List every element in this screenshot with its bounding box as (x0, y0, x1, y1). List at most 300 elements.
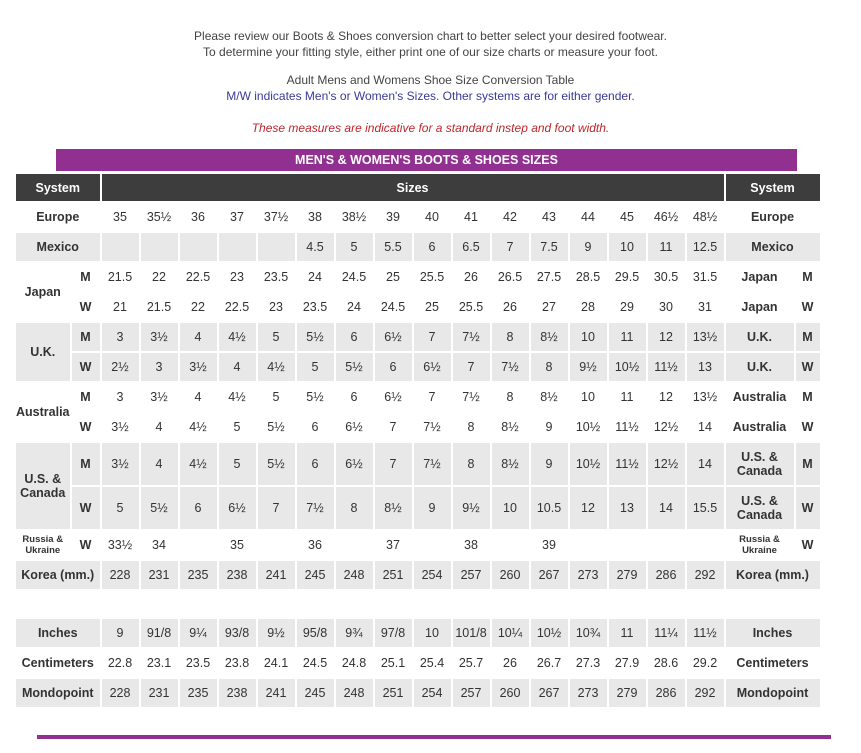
size-cell: 7½ (453, 323, 490, 351)
size-cell: 5 (219, 443, 256, 485)
gender-tag-right: W (801, 300, 814, 314)
size-cell: 11½ (687, 619, 724, 647)
size-cell: 9 (545, 420, 553, 434)
centimeters-row-label: Centimeters (21, 656, 94, 670)
size-cell (258, 233, 295, 261)
uk-row-label-right: U.K. (726, 353, 794, 381)
size-cell: 24.5 (341, 270, 367, 284)
inches-row-label: Inches (16, 619, 100, 647)
size-cell: 7 (375, 443, 412, 485)
size-cell: 23 (230, 270, 244, 284)
gender-tag: M (72, 443, 100, 485)
spacer-row (16, 591, 820, 617)
size-cell: 6 (180, 487, 217, 529)
size-cell: 7 (492, 233, 529, 261)
size-cell: 260 (492, 679, 529, 707)
table-description (0, 72, 861, 104)
gender-tag-right: M (802, 270, 813, 284)
size-cell: 4 (219, 353, 256, 381)
size-cell: 8 (467, 420, 475, 434)
size-cell (336, 531, 373, 559)
size-cell: 2½ (102, 353, 139, 381)
size-cell: 35½ (146, 210, 172, 224)
gender-tag-right: W (796, 353, 820, 381)
size-cell: 37½ (263, 210, 289, 224)
size-cell: 8½ (540, 390, 558, 404)
gender-tag: M (80, 390, 91, 404)
size-cell: 11¼ (648, 619, 685, 647)
size-cell: 9 (531, 443, 568, 485)
size-cell: 11 (620, 390, 634, 404)
size-cell: 8½ (531, 323, 568, 351)
size-cell: 6½ (345, 420, 363, 434)
inches-row (16, 619, 820, 647)
size-cell: 10½ (609, 353, 646, 381)
size-cell: 9 (102, 619, 139, 647)
gender-tag: M (72, 323, 100, 351)
russia-ukraine-label-right: Russia & Ukraine (739, 534, 780, 556)
size-cell: 10 (414, 619, 451, 647)
uk-row-women (16, 353, 820, 381)
size-cell: 24 (347, 300, 361, 314)
size-cell: 9½ (453, 487, 490, 529)
europe-row (16, 203, 820, 231)
size-cell: 231 (141, 561, 178, 589)
size-cell: 14 (648, 487, 685, 529)
europe-row-label-right: Europe (750, 210, 795, 224)
size-cell: 8 (453, 443, 490, 485)
size-cell: 4½ (189, 420, 207, 434)
mexico-row-label-right: Mexico (726, 233, 820, 261)
size-cell: 5 (233, 420, 241, 434)
size-cell: 4 (194, 390, 202, 404)
size-cell: 12.5 (687, 233, 724, 261)
size-cell: 257 (453, 679, 490, 707)
size-cell: 248 (336, 561, 373, 589)
size-cell: 95/8 (297, 619, 334, 647)
size-cell: 7 (389, 420, 397, 434)
russia-ukraine-label: Russia & Ukraine (22, 534, 64, 556)
size-cell: 93/8 (219, 619, 256, 647)
size-cell: 11 (609, 323, 646, 351)
system-header-left: System (16, 174, 100, 201)
size-cell: 8½ (375, 487, 412, 529)
size-cell: 7½ (423, 420, 441, 434)
size-cell: 13½ (687, 323, 724, 351)
size-cell: 25 (386, 270, 400, 284)
korea-row-label: Korea (mm.) (16, 561, 100, 589)
size-cell: 38½ (341, 210, 367, 224)
size-cell: 8 (506, 390, 514, 404)
japan-row-label-right: Japan (741, 270, 778, 284)
size-cell: 241 (258, 679, 295, 707)
size-cell: 42 (503, 210, 517, 224)
size-cell: 4½ (219, 323, 256, 351)
size-cell: 27 (542, 300, 556, 314)
size-cell: 38 (308, 210, 322, 224)
size-cell: 245 (297, 679, 334, 707)
size-cell: 6.5 (453, 233, 490, 261)
size-cell: 7½ (414, 443, 451, 485)
table-title: Adult Mens and Womens Shoe Size Conversion Table (286, 73, 575, 87)
size-cell: 5 (258, 323, 295, 351)
europe-row-label: Europe (36, 210, 80, 224)
size-cell: 33½ (107, 538, 133, 552)
size-cell: 5 (336, 233, 373, 261)
size-cell: 41 (464, 210, 478, 224)
size-cell: 4½ (228, 390, 246, 404)
size-cell: 3½ (111, 420, 129, 434)
size-cell: 12 (659, 390, 673, 404)
size-cell: 279 (609, 561, 646, 589)
size-cell: 292 (687, 679, 724, 707)
size-cell (687, 531, 724, 559)
size-cell: 29 (620, 300, 634, 314)
size-cell: 6 (375, 353, 412, 381)
size-cell: 238 (219, 679, 256, 707)
size-cell: 39 (386, 210, 400, 224)
size-cell: 45 (620, 210, 634, 224)
gender-tag-right: W (796, 487, 820, 529)
size-cell: 228 (102, 679, 139, 707)
size-cell: 13 (609, 487, 646, 529)
size-cell: 48½ (692, 210, 718, 224)
korea-row (16, 561, 820, 589)
size-cell: 6 (297, 443, 334, 485)
australia-row-label-right: Australia (732, 390, 787, 404)
size-cell: 3 (141, 353, 178, 381)
size-cell: 9½ (570, 353, 607, 381)
size-cell: 10 (609, 233, 646, 261)
size-cell: 6½ (336, 443, 373, 485)
size-cell: 3 (116, 390, 124, 404)
uk-row-label-right: U.K. (726, 323, 794, 351)
size-cell: 30 (659, 300, 673, 314)
size-cell: 12 (648, 323, 685, 351)
size-cell: 29.2 (692, 656, 718, 670)
size-cell: 27.9 (614, 656, 640, 670)
size-cell: 6 (336, 323, 373, 351)
gender-tag-right: W (801, 420, 814, 434)
size-cell: 13½ (692, 390, 718, 404)
size-cell: 25.4 (419, 656, 445, 670)
size-conversion-table (14, 172, 822, 709)
size-cell: 6½ (219, 487, 256, 529)
size-cell: 24 (308, 270, 322, 284)
size-cell: 8½ (492, 443, 529, 485)
size-cell: 34 (152, 538, 166, 552)
size-cell: 24.5 (380, 300, 406, 314)
spacer (16, 591, 820, 617)
size-cell: 235 (180, 561, 217, 589)
size-cell: 28 (581, 300, 595, 314)
size-cell: 286 (648, 561, 685, 589)
size-cell: 14 (687, 443, 724, 485)
size-cell: 7 (453, 353, 490, 381)
size-cell (570, 531, 607, 559)
mexico-row-label: Mexico (16, 233, 100, 261)
bottom-divider (37, 735, 831, 739)
size-cell: 7 (428, 390, 436, 404)
size-cell: 25.1 (380, 656, 406, 670)
size-cell: 273 (570, 561, 607, 589)
size-cell: 8½ (501, 420, 519, 434)
size-cell: 28.6 (653, 656, 679, 670)
size-cell: 286 (648, 679, 685, 707)
size-cell: 3½ (180, 353, 217, 381)
korea-row-label-right: Korea (mm.) (726, 561, 820, 589)
size-cell (219, 233, 256, 261)
us-canada-row-women (16, 487, 820, 529)
centimeters-row (16, 649, 820, 677)
size-cell: 11½ (615, 420, 639, 434)
size-cell: 5½ (258, 443, 295, 485)
size-cell: 22.5 (185, 270, 211, 284)
size-chart-banner: MEN'S & WOMEN'S BOOTS & SHOES SIZES (56, 149, 797, 171)
size-cell: 23.5 (302, 300, 328, 314)
size-cell: 36 (308, 538, 322, 552)
intro-line-1: Please review our Boots & Shoes conversion chart to better select your desired footwear. (194, 29, 667, 43)
size-cell: 4 (141, 443, 178, 485)
size-cell: 21.5 (107, 270, 133, 284)
gender-tag-right: M (796, 443, 820, 485)
gender-tag-right: M (802, 390, 813, 404)
size-cell: 6 (414, 233, 451, 261)
japan-row-men (16, 263, 820, 291)
australia-row-women (16, 413, 820, 441)
size-cell: 23.5 (185, 656, 211, 670)
size-cell: 7½ (297, 487, 334, 529)
size-cell: 35 (113, 210, 127, 224)
us-canada-row-label: U.S. & Canada (16, 443, 70, 529)
australia-row-label-right: Australia (732, 420, 787, 434)
size-cell: 5.5 (375, 233, 412, 261)
size-cell: 27.3 (575, 656, 601, 670)
size-cell: 251 (375, 679, 412, 707)
size-cell (492, 531, 529, 559)
table-header (16, 174, 820, 201)
size-cell: 27.5 (536, 270, 562, 284)
size-cell: 14 (698, 420, 712, 434)
gender-tag: W (79, 300, 92, 314)
intro-line-2: To determine your fitting style, either print one of our size charts or measure your foot. (203, 45, 658, 59)
disclaimer: These measures are indicative for a standard instep and foot width. (251, 121, 610, 135)
size-cell: 238 (219, 561, 256, 589)
size-cell: 5½ (297, 323, 334, 351)
mondopoint-row-label: Mondopoint (16, 679, 100, 707)
size-cell: 39 (542, 538, 556, 552)
size-cell: 22 (152, 270, 166, 284)
size-cell: 254 (414, 561, 451, 589)
mondopoint-row-label-right: Mondopoint (726, 679, 820, 707)
size-cell: 11½ (648, 353, 685, 381)
size-cell: 7 (414, 323, 451, 351)
size-cell: 36 (191, 210, 205, 224)
size-cell: 8 (531, 353, 568, 381)
size-cell: 23 (269, 300, 283, 314)
size-cell: 7½ (492, 353, 529, 381)
size-cell: 5½ (141, 487, 178, 529)
size-cell: 8 (492, 323, 529, 351)
size-cell: 31.5 (692, 270, 718, 284)
japan-row-label-right: Japan (741, 300, 778, 314)
australia-row-label: Australia (16, 405, 70, 419)
size-cell: 21.5 (146, 300, 172, 314)
size-cell: 10½ (575, 420, 601, 434)
size-cell (102, 233, 139, 261)
size-cell: 6 (350, 390, 358, 404)
mexico-row (16, 233, 820, 261)
size-cell: 257 (453, 561, 490, 589)
japan-row-women (16, 293, 820, 321)
size-cell: 292 (687, 561, 724, 589)
size-cell: 3 (102, 323, 139, 351)
size-cell: 10½ (531, 619, 568, 647)
size-cell: 6½ (375, 323, 412, 351)
size-cell: 6 (311, 420, 319, 434)
size-cell: 23.8 (224, 656, 250, 670)
size-cell: 6½ (384, 390, 402, 404)
size-cell: 29.5 (614, 270, 640, 284)
size-cell: 44 (581, 210, 595, 224)
mondopoint-row (16, 679, 820, 707)
size-cell: 24.8 (341, 656, 367, 670)
size-cell: 10.5 (531, 487, 568, 529)
size-cell: 37 (386, 538, 400, 552)
size-cell: 24.5 (302, 656, 328, 670)
size-cell: 7.5 (531, 233, 568, 261)
size-cell: 245 (297, 561, 334, 589)
size-cell: 4 (155, 420, 163, 434)
size-cell: 21 (113, 300, 127, 314)
size-cell: 10¼ (492, 619, 529, 647)
size-cell: 5 (102, 487, 139, 529)
size-cell: 11½ (609, 443, 646, 485)
size-cell: 10 (581, 390, 595, 404)
size-cell: 4½ (258, 353, 295, 381)
size-cell: 12½ (648, 443, 685, 485)
size-cell: 25.5 (419, 270, 445, 284)
australia-row-men (16, 383, 820, 411)
size-cell (141, 233, 178, 261)
size-cell: 97/8 (375, 619, 412, 647)
size-cell (180, 531, 217, 559)
size-cell: 251 (375, 561, 412, 589)
size-cell (609, 531, 646, 559)
size-cell: 25 (425, 300, 439, 314)
size-cell: 28.5 (575, 270, 601, 284)
size-cell: 4 (180, 323, 217, 351)
size-cell: 23.1 (146, 656, 172, 670)
size-cell: 22.5 (224, 300, 250, 314)
size-cell: 241 (258, 561, 295, 589)
gender-tag: W (72, 353, 100, 381)
size-cell: 25.5 (458, 300, 484, 314)
size-cell: 4½ (180, 443, 217, 485)
size-cell: 231 (141, 679, 178, 707)
mw-note: M/W indicates Men's or Women's Sizes. Other systems are for either gender. (226, 89, 635, 103)
size-cell: 26 (464, 270, 478, 284)
size-cell: 228 (102, 561, 139, 589)
size-cell: 40 (425, 210, 439, 224)
size-cell: 9 (570, 233, 607, 261)
size-cell: 22.8 (107, 656, 133, 670)
size-cell: 24.1 (263, 656, 289, 670)
inches-row-label-right: Inches (726, 619, 820, 647)
centimeters-row-label-right: Centimeters (736, 656, 809, 670)
size-cell: 26 (503, 656, 517, 670)
size-cell: 235 (180, 679, 217, 707)
size-cell (648, 531, 685, 559)
size-cell: 12½ (653, 420, 679, 434)
size-cell: 91/8 (141, 619, 178, 647)
size-cell: 5 (297, 353, 334, 381)
russia-ukraine-row (16, 531, 820, 559)
size-cell: 46½ (653, 210, 679, 224)
gender-tag: W (79, 538, 92, 552)
system-header-right: System (726, 174, 820, 201)
us-canada-row-label-right: U.S. & Canada (726, 443, 794, 485)
size-cell (258, 531, 295, 559)
size-cell: 10½ (570, 443, 607, 485)
size-cell: 3½ (141, 323, 178, 351)
size-cell (414, 531, 451, 559)
size-cell: 267 (531, 679, 568, 707)
size-cell: 8 (336, 487, 373, 529)
size-cell: 7 (258, 487, 295, 529)
size-cell: 3½ (102, 443, 139, 485)
size-cell: 25.7 (458, 656, 484, 670)
gender-tag: M (80, 270, 91, 284)
size-cell: 260 (492, 561, 529, 589)
size-cell: 279 (609, 679, 646, 707)
japan-row-label: Japan (24, 285, 61, 299)
size-cell: 26.7 (536, 656, 562, 670)
size-cell: 12 (570, 487, 607, 529)
size-cell: 101/8 (453, 619, 490, 647)
size-cell: 273 (570, 679, 607, 707)
size-cell: 26.5 (497, 270, 523, 284)
size-cell: 5½ (336, 353, 373, 381)
gender-tag: W (72, 487, 100, 529)
size-cell: 248 (336, 679, 373, 707)
size-cell: 11 (648, 233, 685, 261)
size-cell: 10 (492, 487, 529, 529)
sizes-header: Sizes (102, 174, 724, 201)
size-cell: 35 (230, 538, 244, 552)
intro-text (0, 28, 861, 60)
size-cell: 38 (464, 538, 478, 552)
size-cell: 267 (531, 561, 568, 589)
size-cell: 31 (698, 300, 712, 314)
gender-tag: W (79, 420, 92, 434)
us-canada-row-men (16, 443, 820, 485)
uk-row-men (16, 323, 820, 351)
size-cell: 13 (687, 353, 724, 381)
size-cell: 9¾ (336, 619, 373, 647)
size-cell: 43 (542, 210, 556, 224)
size-cell: 30.5 (653, 270, 679, 284)
size-cell: 4.5 (297, 233, 334, 261)
gender-tag-right: M (796, 323, 820, 351)
us-canada-row-label-right: U.S. & Canada (726, 487, 794, 529)
size-cell: 26 (503, 300, 517, 314)
size-cell: 15.5 (687, 487, 724, 529)
gender-tag-right: W (801, 538, 814, 552)
size-cell: 9½ (258, 619, 295, 647)
size-cell (180, 233, 217, 261)
size-cell: 6½ (414, 353, 451, 381)
